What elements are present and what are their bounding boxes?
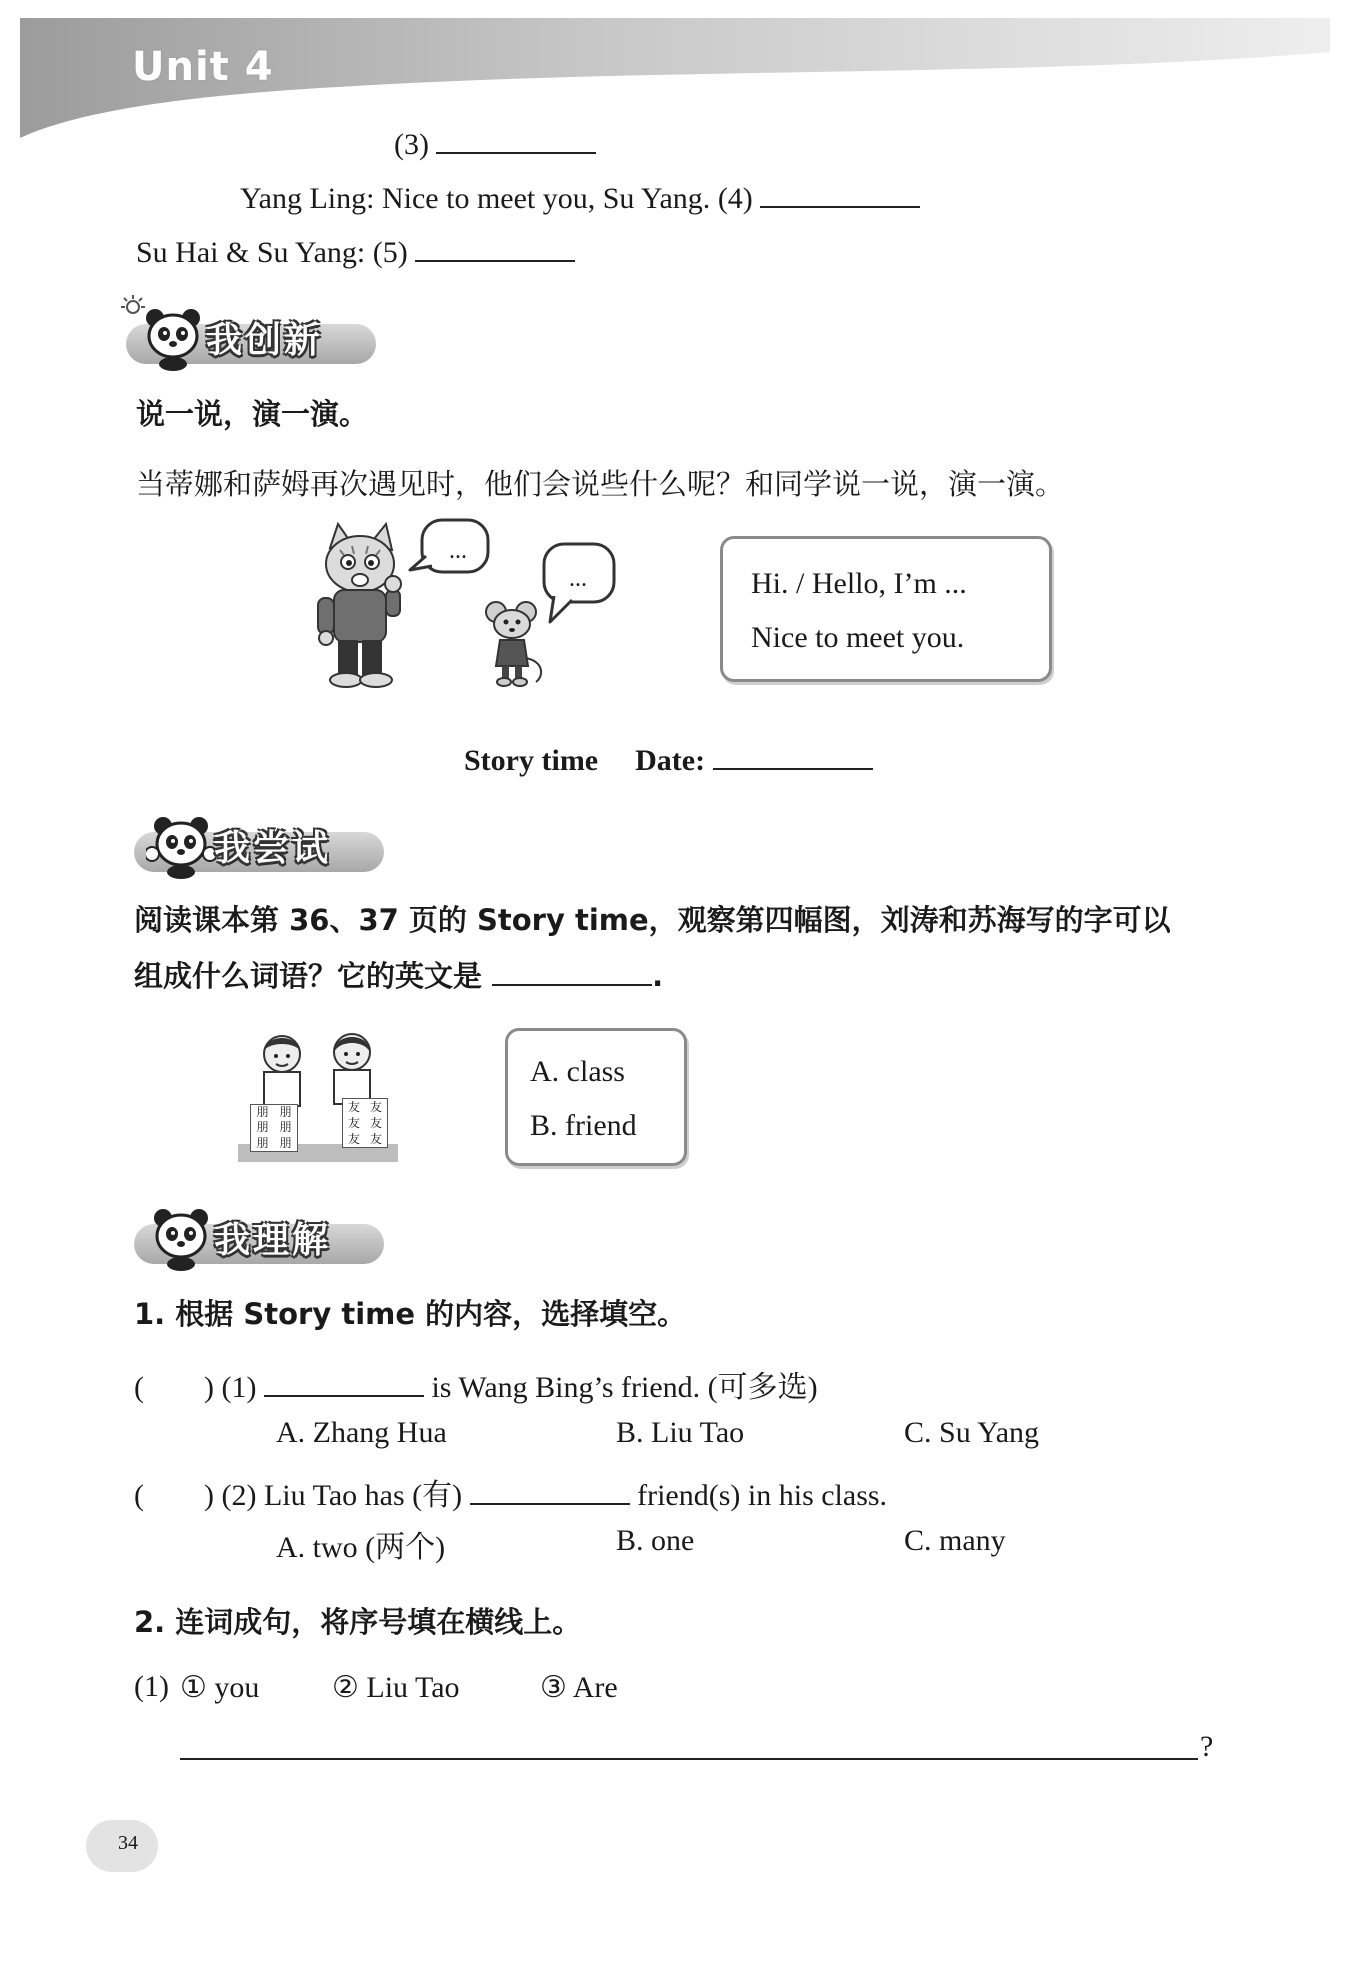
speaker-su-hai-su-yang: Su Hai & Su Yang: (136, 236, 366, 269)
answer-paren-1[interactable]: ( ) (134, 1371, 214, 1404)
dialogue-line-5 (136, 236, 575, 270)
cat-tina-illustration (300, 520, 420, 695)
try-question-line-2 (134, 954, 663, 995)
q2-item-1-number: (1) (134, 1670, 169, 1703)
section-tag-text: 我理解 (214, 1220, 332, 1261)
try-question-period: . (652, 959, 664, 993)
q1-item-2-blank[interactable] (470, 1503, 630, 1505)
sentence-pattern-box (720, 536, 1052, 682)
paper-left (250, 1104, 298, 1152)
q2-heading: 2. 连词成句，将序号填在横线上。 (134, 1605, 582, 1639)
paper-right-char: 友 (369, 1116, 382, 1130)
dialogue-line-3-label: (3) (394, 128, 429, 161)
answer-paren-2[interactable]: ( ) (134, 1479, 214, 1512)
answer-blank-3[interactable] (436, 152, 596, 154)
dialogue-line-4 (240, 182, 920, 216)
q2-answer-line[interactable] (180, 1758, 1198, 1760)
sentence-pattern-line-2: Nice to meet you. (751, 621, 965, 654)
q1-item-1-option-a[interactable]: A. Zhang Hua (276, 1416, 447, 1449)
q1-item-1-blank[interactable] (264, 1395, 424, 1397)
story-time-date-line (464, 744, 873, 778)
paper-left-char: 朋 (279, 1105, 292, 1119)
q1-item-2-number: (2) (221, 1479, 257, 1512)
dialogue-line-3 (394, 128, 596, 162)
q2-word-2: ② Liu Tao (332, 1671, 460, 1704)
paper-right-char: 友 (369, 1132, 382, 1146)
create-instruction: 当蒂娜和萨姆再次遇见时，他们会说些什么呢？和同学说一说，演一演。 (136, 467, 1065, 501)
q1-item-1-number: (1) (221, 1371, 257, 1404)
q2-word-3: ③ Are (540, 1671, 618, 1704)
story-time-label: Story time (464, 744, 599, 777)
q1-item-1-text: is Wang Bing’s friend. (可多选) (431, 1371, 818, 1404)
q2-question-mark: ? (1200, 1730, 1214, 1763)
paper-right-char: 友 (347, 1100, 360, 1114)
option-b: B. friend (530, 1109, 637, 1142)
section-tag-try (134, 806, 434, 882)
paper-left-char: 朋 (256, 1105, 269, 1119)
date-blank[interactable] (713, 768, 873, 770)
section-tag-text: 我创新 (206, 320, 324, 361)
panda-icon (146, 1202, 216, 1272)
try-question-line-1: 阅读课本第 36、37 页的 Story time，观察第四幅图，刘涛和苏海写的字可以 (134, 903, 1171, 937)
q1-item-2-option-c[interactable]: C. many (904, 1524, 1006, 1557)
try-answer-blank[interactable] (492, 984, 652, 986)
page-number: 34 (118, 1832, 138, 1854)
q1-item-1 (134, 1362, 818, 1406)
paper-right (342, 1098, 388, 1148)
q2-word-1: ① you (180, 1671, 260, 1704)
paper-left-char: 朋 (279, 1135, 292, 1150)
q1-item-2-option-b[interactable]: B. one (616, 1524, 695, 1557)
paper-left-char: 朋 (256, 1120, 269, 1135)
create-heading: 说一说，演一演。 (136, 397, 369, 431)
children-writing-illustration (238, 1032, 398, 1162)
dialogue-line-4-text: Nice to meet you, Su Yang. (381, 182, 711, 215)
lightbulb-icon (120, 294, 146, 320)
paper-left-char: 朋 (256, 1135, 269, 1150)
section-tag-understand (134, 1198, 434, 1274)
panda-icon (146, 810, 216, 880)
q1-item-2-option-a[interactable]: A. two (两个) (276, 1531, 446, 1564)
try-question-text: 组成什么词语？它的英文是 (134, 959, 483, 993)
section-tag-text: 我尝试 (214, 828, 332, 869)
q1-item-2-text-before: Liu Tao has (有) (263, 1479, 463, 1512)
unit-title: Unit 4 (132, 44, 274, 90)
dialogue-line-4-label: (4) (717, 182, 753, 215)
q1-heading: 1. 根据 Story time 的内容，选择填空。 (134, 1297, 687, 1331)
panda-icon (138, 302, 208, 372)
q1-item-1-option-b[interactable]: B. Liu Tao (616, 1416, 745, 1449)
cat-bubble-text: ... (449, 538, 467, 564)
answer-blank-5[interactable] (415, 260, 575, 262)
paper-right-char: 友 (347, 1116, 360, 1130)
q1-item-2 (134, 1470, 887, 1514)
option-a: A. class (530, 1055, 625, 1088)
paper-right-char: 友 (369, 1100, 382, 1114)
paper-right-char: 友 (347, 1132, 360, 1146)
section-tag-create (126, 298, 426, 374)
sentence-pattern-line-1: Hi. / Hello, I’m ... (751, 567, 967, 600)
date-label: Date: (635, 744, 706, 777)
dialogue-line-5-label: (5) (372, 236, 408, 269)
speaker-yang-ling: Yang Ling: (240, 182, 375, 215)
paper-left-char: 朋 (279, 1120, 292, 1135)
q1-item-2-text-after: friend(s) in his class. (637, 1479, 888, 1512)
mouse-bubble-text: ... (569, 566, 587, 592)
answer-blank-4[interactable] (760, 206, 920, 208)
options-box (505, 1028, 687, 1166)
q1-item-1-option-c[interactable]: C. Su Yang (904, 1416, 1040, 1449)
